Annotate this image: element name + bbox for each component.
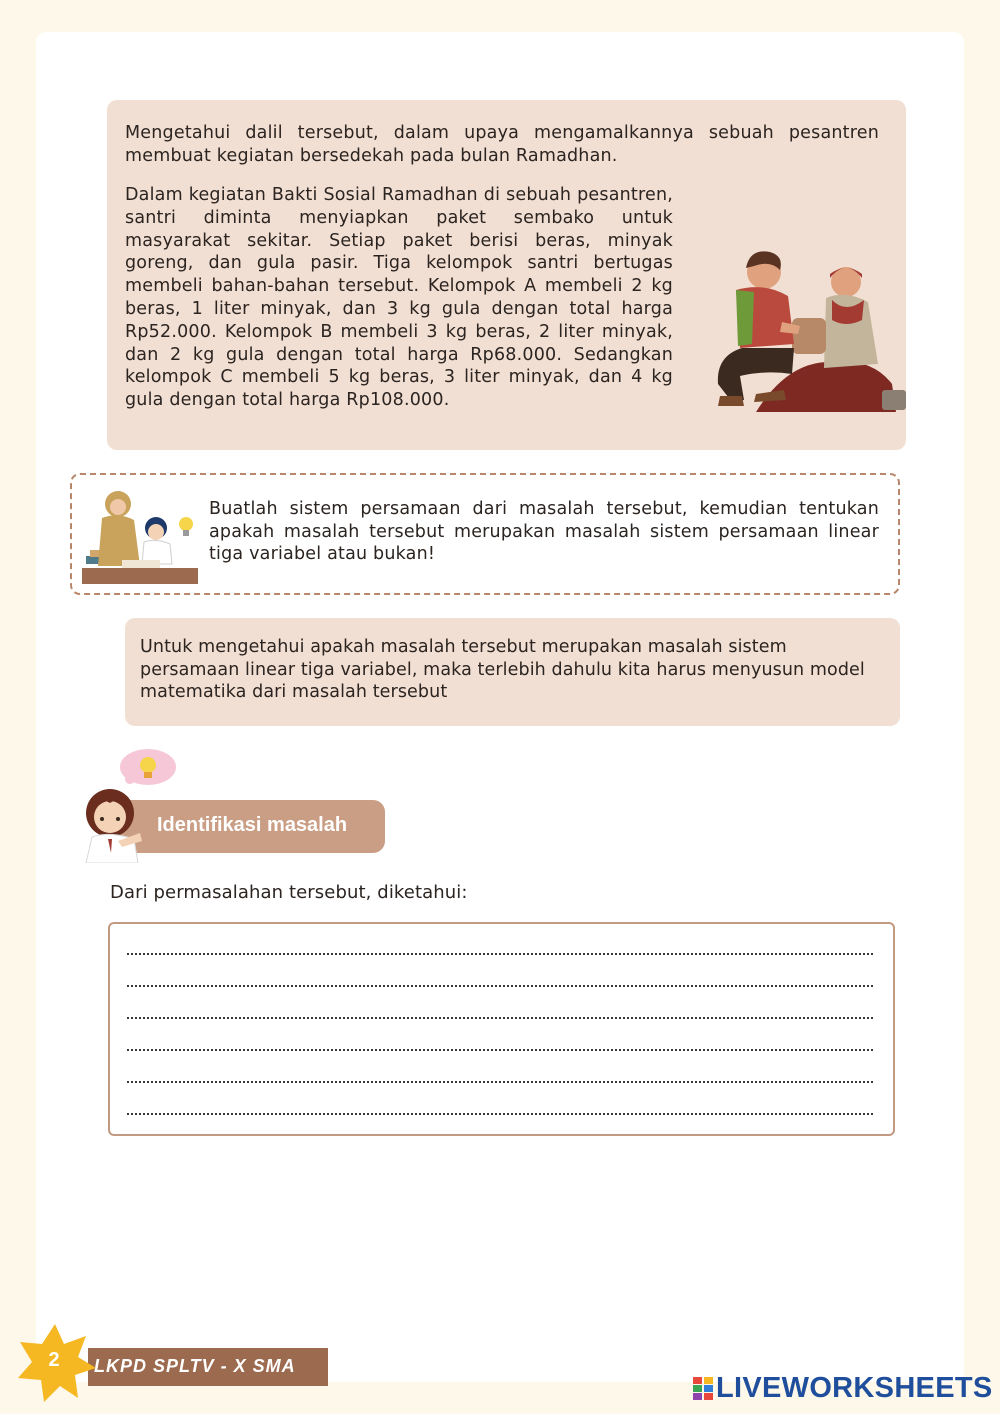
studying-illustration [78,482,200,586]
charity-illustration [696,244,910,416]
answer-line[interactable] [127,1113,873,1115]
prompt-text: Dari permasalahan tersebut, diketahui: [110,882,468,903]
note-text: Untuk mengetahui apakah masalah tersebut merupakan masalah sistem persamaan linear tiga variabel, maka terlebih dahulu kita harus menyusun model matematika dari masalah tersebut [140,637,865,702]
section-title: Identifikasi masalah [157,814,348,836]
task-instruction: Buatlah sistem persamaan dari masalah tersebut, kemudian tentukan apakah masalah tersebut merupakan masalah sistem persamaan linear tiga variabel atau bukan! [209,499,879,564]
answer-line[interactable] [127,953,873,955]
answer-line[interactable] [127,1017,873,1019]
intro-paragraph: Mengetahui dalil tersebut, dalam upaya mengamalkannya sebuah pesantren membuat kegiatan bersedekah pada bulan Ramadhan. [125,123,879,166]
thinking-girl-illustration [78,745,182,863]
answer-line[interactable] [127,1049,873,1051]
liveworksheets-logo-icon [693,1377,713,1401]
story-paragraph: Dalam kegiatan Bakti Sosial Ramadhan di sebuah pesantren, santri diminta menyiapkan paket sembako untuk masyarakat sekitar. Setiap paket berisi beras, minyak goreng, dan gula pasir. Tiga kelompok santri bertugas membeli bahan-bahan tersebut. Kelompok A membeli 2 kg beras, 1 liter minyak, dan 3 kg gula dengan total harga Rp52.000. Kelompok B membeli 3 kg beras, 2 liter minyak, dan 2 kg gula dengan total harga Rp68.000. Sedangkan kelompok C membeli 5 kg beras, 3 liter minyak, dan 4 kg gula dengan total harga Rp108.000. [125,185,673,411]
page-number: 2 [48,1349,60,1371]
answer-line[interactable] [127,985,873,987]
answer-line[interactable] [127,1081,873,1083]
liveworksheets-brand[interactable]: LIVEWORKSHEETS [716,1372,993,1404]
footer-label: LKPD SPLTV - X SMA [94,1356,296,1376]
